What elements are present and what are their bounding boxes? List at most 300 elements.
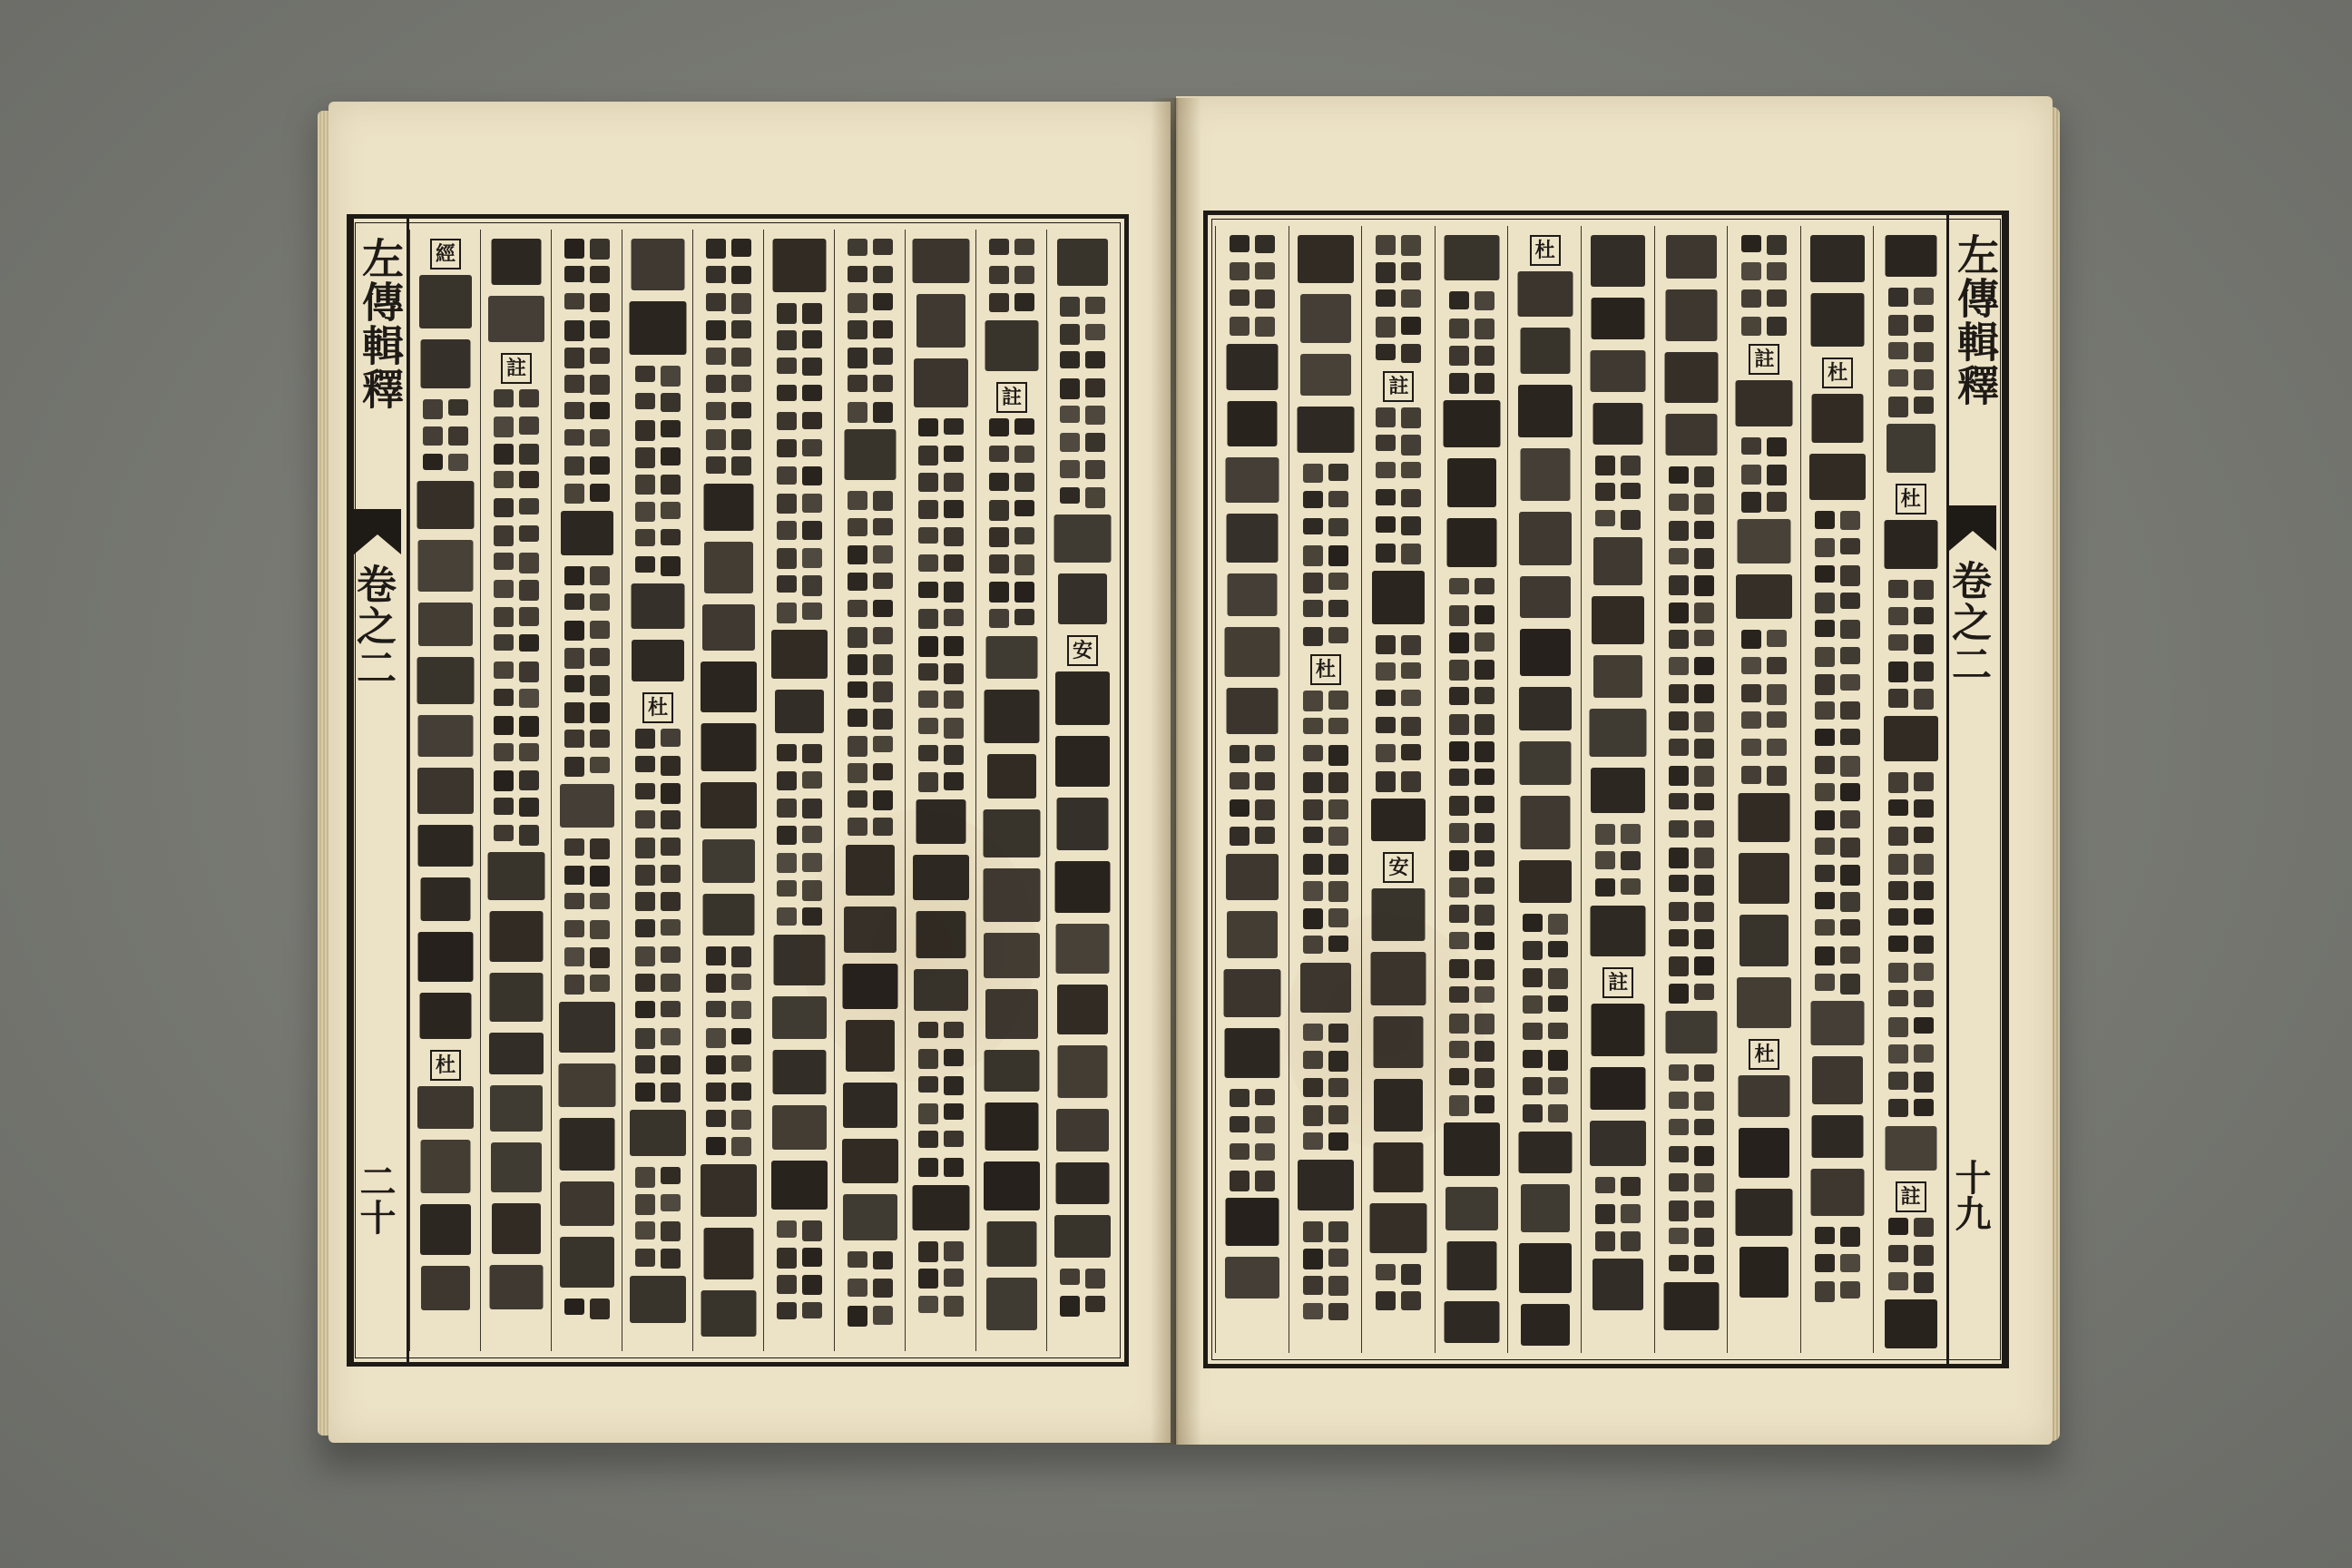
commentary-marker: 杜 (1822, 358, 1853, 388)
small-glyph (848, 239, 867, 256)
small-glyph (1694, 521, 1714, 539)
small-glyph (1741, 289, 1761, 308)
small-glyph (1694, 984, 1714, 1000)
text-glyph (1518, 1132, 1572, 1173)
small-glyph (777, 771, 797, 790)
small-glyph (1449, 291, 1469, 309)
small-glyph (777, 521, 797, 540)
small-glyph (1815, 565, 1835, 583)
small-glyph (1328, 600, 1348, 617)
commentary-marker: 安 (1067, 635, 1098, 666)
text-glyph (1592, 1004, 1645, 1056)
text-glyph (1447, 458, 1496, 507)
left-banxin (351, 219, 409, 1362)
text-glyph (561, 511, 613, 555)
text-glyph (1225, 1028, 1280, 1078)
text-column (1654, 226, 1729, 1353)
small-glyph (1303, 908, 1323, 929)
small-glyph (944, 554, 964, 572)
commentary-marker: 註 (1896, 1181, 1926, 1212)
text-glyph (987, 1221, 1037, 1267)
small-glyph (989, 609, 1009, 628)
small-glyph (1888, 369, 1908, 387)
small-glyph (519, 743, 539, 761)
small-glyph (944, 636, 964, 656)
small-glyph (1669, 548, 1689, 564)
small-glyph (635, 1028, 655, 1049)
small-glyph (944, 745, 964, 765)
small-glyph (1888, 881, 1908, 900)
small-glyph (564, 648, 584, 669)
small-glyph (1014, 293, 1034, 311)
small-glyph (1815, 1254, 1835, 1272)
small-glyph (873, 348, 893, 365)
small-glyph (848, 491, 867, 510)
small-glyph (1914, 662, 1934, 681)
small-glyph (706, 402, 726, 420)
text-glyph (1520, 328, 1570, 374)
small-glyph (564, 402, 584, 419)
small-glyph (1328, 881, 1348, 902)
small-glyph (1548, 968, 1568, 989)
text-glyph (630, 1276, 686, 1323)
text-glyph (418, 825, 474, 867)
small-glyph (661, 919, 681, 936)
small-glyph (1376, 462, 1396, 478)
left-juan-label: 卷之二 (349, 564, 396, 689)
text-glyph (1812, 1056, 1863, 1104)
small-glyph (1669, 1228, 1689, 1244)
small-glyph (802, 494, 822, 513)
small-glyph (661, 420, 681, 437)
small-glyph (731, 456, 751, 475)
small-glyph (1303, 1132, 1323, 1150)
small-glyph (661, 366, 681, 387)
small-glyph (706, 320, 726, 340)
small-glyph (1669, 575, 1689, 595)
small-glyph (564, 266, 584, 282)
small-glyph (1914, 936, 1934, 954)
small-glyph (777, 907, 797, 926)
small-glyph (1475, 1041, 1494, 1062)
small-glyph (1840, 919, 1860, 936)
text-glyph (1519, 860, 1572, 903)
text-glyph (1591, 235, 1645, 287)
small-glyph (1475, 823, 1494, 843)
small-glyph (1475, 1068, 1494, 1088)
small-glyph (423, 426, 443, 446)
text-glyph (1521, 1304, 1570, 1346)
small-glyph (1303, 881, 1323, 901)
text-glyph (492, 239, 542, 285)
text-glyph (632, 239, 685, 290)
small-glyph (1694, 929, 1714, 949)
small-glyph (1914, 369, 1934, 390)
small-glyph (1669, 793, 1689, 809)
text-glyph (1371, 799, 1426, 841)
small-glyph (873, 518, 893, 535)
small-glyph (1694, 820, 1714, 838)
small-glyph (1548, 914, 1568, 935)
text-glyph (772, 1105, 827, 1150)
small-glyph (590, 920, 610, 939)
small-glyph (944, 1158, 964, 1177)
text-glyph (1885, 1126, 1936, 1171)
commentary-marker: 經 (430, 239, 461, 270)
small-glyph (1669, 603, 1689, 623)
small-glyph (494, 444, 514, 465)
small-glyph (519, 525, 539, 542)
small-glyph (590, 320, 610, 338)
text-glyph (985, 320, 1039, 371)
small-glyph (1888, 288, 1908, 307)
small-glyph (1475, 291, 1494, 310)
small-glyph (494, 689, 514, 706)
small-glyph (1523, 941, 1543, 960)
small-glyph (848, 545, 867, 564)
small-glyph (1376, 544, 1396, 563)
small-glyph (918, 418, 938, 436)
text-glyph (632, 583, 685, 629)
text-glyph (1593, 537, 1642, 585)
text-glyph (421, 339, 471, 388)
small-glyph (1449, 605, 1469, 626)
text-glyph (843, 1083, 897, 1128)
text-column (1800, 226, 1875, 1353)
small-glyph (1255, 289, 1275, 309)
small-glyph (494, 525, 514, 546)
small-glyph (1376, 235, 1396, 255)
small-glyph (1621, 483, 1641, 499)
text-glyph (775, 690, 824, 733)
text-glyph (1739, 1075, 1790, 1117)
small-glyph (1815, 783, 1835, 801)
text-glyph (984, 933, 1040, 978)
small-glyph (777, 603, 797, 623)
small-glyph (873, 375, 893, 392)
small-glyph (1914, 854, 1934, 875)
small-glyph (1449, 578, 1469, 594)
small-glyph (1888, 1218, 1908, 1235)
text-column (1435, 226, 1509, 1353)
small-glyph (1840, 810, 1860, 828)
commentary-marker: 安 (1383, 852, 1414, 883)
small-glyph (1840, 674, 1860, 691)
small-glyph (1621, 851, 1641, 870)
small-glyph (1475, 578, 1494, 594)
small-glyph (635, 756, 655, 772)
small-glyph (944, 582, 964, 603)
small-glyph (1767, 492, 1787, 512)
small-glyph (1475, 660, 1494, 680)
text-glyph (421, 1266, 470, 1310)
small-glyph (802, 330, 822, 348)
text-glyph (1371, 952, 1426, 1005)
small-glyph (1230, 1089, 1250, 1107)
small-glyph (1767, 657, 1787, 674)
small-glyph (1621, 824, 1641, 844)
small-glyph (519, 607, 539, 626)
small-glyph (1840, 565, 1860, 586)
small-glyph (519, 662, 539, 682)
small-glyph (564, 757, 584, 777)
small-glyph (918, 772, 938, 792)
small-glyph (1888, 990, 1908, 1006)
small-glyph (873, 402, 893, 423)
small-glyph (1475, 1095, 1494, 1113)
small-glyph (918, 1269, 938, 1289)
small-glyph (635, 502, 655, 522)
text-glyph (1886, 424, 1936, 473)
small-glyph (1694, 766, 1714, 787)
small-glyph (1840, 538, 1860, 554)
small-glyph (1401, 407, 1421, 428)
small-glyph (590, 375, 610, 395)
small-glyph (1914, 397, 1934, 414)
text-glyph (1736, 380, 1793, 426)
small-glyph (1449, 823, 1469, 843)
small-glyph (1303, 573, 1323, 593)
small-glyph (1669, 739, 1689, 756)
small-glyph (1060, 433, 1080, 452)
small-glyph (777, 799, 797, 818)
small-glyph (944, 1049, 964, 1066)
small-glyph (1328, 799, 1348, 819)
text-glyph (916, 911, 966, 958)
small-glyph (1230, 1116, 1250, 1132)
small-glyph (777, 744, 797, 761)
small-glyph (944, 1296, 964, 1317)
small-glyph (918, 718, 938, 734)
small-glyph (564, 1298, 584, 1315)
text-glyph (1227, 688, 1279, 734)
text-glyph (1298, 1160, 1354, 1210)
small-glyph (918, 745, 938, 761)
text-glyph (1446, 1187, 1498, 1230)
small-glyph (1449, 959, 1469, 978)
small-glyph (1475, 605, 1494, 624)
small-glyph (1741, 711, 1761, 729)
small-glyph (1815, 810, 1835, 830)
text-glyph (842, 1139, 898, 1183)
small-glyph (1060, 351, 1080, 368)
small-glyph (564, 484, 584, 504)
text-glyph (702, 604, 755, 651)
text-glyph (418, 932, 474, 982)
text-glyph (1445, 235, 1500, 280)
text-glyph (419, 275, 472, 328)
text-glyph (1055, 736, 1110, 787)
small-glyph (989, 266, 1009, 284)
text-glyph (1055, 861, 1111, 913)
small-glyph (1401, 717, 1421, 736)
small-glyph (1669, 1119, 1689, 1135)
small-glyph (1475, 741, 1494, 762)
commentary-marker: 註 (1749, 344, 1779, 375)
text-glyph (1520, 796, 1570, 849)
small-glyph (944, 691, 964, 709)
small-glyph (1376, 1264, 1396, 1280)
text-glyph (1054, 514, 1112, 563)
small-glyph (590, 484, 610, 502)
small-glyph (1840, 783, 1860, 801)
small-glyph (1914, 881, 1934, 900)
small-glyph (944, 1022, 964, 1038)
commentary-marker: 杜 (430, 1050, 461, 1081)
small-glyph (1815, 1281, 1835, 1302)
text-glyph (846, 1020, 895, 1072)
small-glyph (1230, 262, 1250, 280)
text-glyph (1739, 1128, 1789, 1178)
text-glyph (420, 1204, 471, 1255)
small-glyph (989, 239, 1009, 255)
small-glyph (802, 1302, 822, 1318)
small-glyph (564, 320, 584, 341)
small-glyph (1376, 516, 1396, 533)
text-glyph (1663, 1282, 1719, 1330)
small-glyph (1449, 932, 1469, 949)
small-glyph (1449, 1095, 1469, 1116)
small-glyph (1449, 373, 1469, 394)
small-glyph (661, 783, 681, 804)
small-glyph (661, 1167, 681, 1184)
small-glyph (661, 1249, 681, 1269)
small-glyph (635, 946, 655, 966)
small-glyph (918, 1296, 938, 1313)
text-glyph (1593, 403, 1643, 445)
small-glyph (1840, 1227, 1860, 1247)
small-glyph (1767, 630, 1787, 647)
small-glyph (661, 556, 681, 576)
small-glyph (1401, 635, 1421, 655)
small-glyph (1694, 848, 1714, 868)
small-glyph (944, 1131, 964, 1147)
text-glyph (1520, 576, 1571, 618)
small-glyph (519, 580, 539, 601)
small-glyph (848, 266, 867, 282)
small-glyph (802, 1248, 822, 1267)
small-glyph (1475, 346, 1494, 366)
small-glyph (1741, 657, 1761, 674)
text-glyph (1227, 344, 1279, 390)
small-glyph (1328, 1024, 1348, 1043)
small-glyph (1085, 378, 1105, 397)
small-glyph (590, 266, 610, 283)
small-glyph (661, 475, 681, 495)
small-glyph (1230, 235, 1250, 252)
small-glyph (873, 573, 893, 589)
small-glyph (590, 566, 610, 585)
text-glyph (773, 1050, 827, 1094)
small-glyph (1303, 1249, 1323, 1269)
text-glyph (1057, 985, 1108, 1034)
small-glyph (1060, 1296, 1080, 1317)
small-glyph (873, 818, 893, 836)
text-glyph (418, 540, 474, 592)
small-glyph (635, 475, 655, 495)
text-column (1046, 230, 1118, 1351)
small-glyph (1888, 854, 1908, 875)
small-glyph (1475, 1014, 1494, 1034)
small-glyph (1401, 262, 1421, 280)
small-glyph (590, 893, 610, 909)
small-glyph (802, 771, 822, 789)
small-glyph (731, 375, 751, 392)
text-glyph (417, 481, 475, 529)
small-glyph (1328, 745, 1348, 766)
small-glyph (635, 865, 655, 886)
small-glyph (661, 810, 681, 829)
text-glyph (1591, 906, 1646, 956)
small-glyph (1669, 875, 1689, 892)
small-glyph (1376, 289, 1396, 307)
small-glyph (1595, 1204, 1615, 1224)
small-glyph (1401, 317, 1421, 335)
small-glyph (1376, 489, 1396, 505)
text-glyph (417, 1086, 474, 1129)
small-glyph (661, 974, 681, 992)
small-glyph (1060, 1269, 1080, 1285)
text-column (1873, 226, 1947, 1353)
small-glyph (1548, 941, 1568, 957)
text-glyph (701, 782, 757, 828)
text-glyph (1811, 293, 1865, 347)
text-glyph (986, 1278, 1037, 1330)
small-glyph (1694, 902, 1714, 922)
small-glyph (1376, 262, 1396, 283)
small-glyph (1694, 875, 1714, 896)
small-glyph (1475, 373, 1494, 394)
small-glyph (848, 1251, 867, 1268)
text-glyph (630, 301, 687, 355)
text-glyph (1374, 1079, 1423, 1132)
small-glyph (1815, 919, 1835, 936)
small-glyph (564, 429, 584, 446)
small-glyph (944, 1269, 964, 1287)
small-glyph (1888, 1072, 1908, 1090)
small-glyph (802, 907, 822, 926)
small-glyph (1328, 464, 1348, 481)
small-glyph (989, 500, 1009, 521)
small-glyph (706, 375, 726, 393)
small-glyph (564, 621, 584, 641)
small-glyph (635, 1001, 655, 1018)
text-glyph (704, 484, 754, 531)
small-glyph (564, 293, 584, 309)
small-glyph (1694, 739, 1714, 759)
small-glyph (1085, 487, 1105, 508)
small-glyph (1767, 465, 1787, 485)
small-glyph (1376, 344, 1396, 360)
small-glyph (944, 1103, 964, 1120)
small-glyph (1914, 1072, 1934, 1093)
small-glyph (1840, 647, 1860, 664)
small-glyph (918, 582, 938, 598)
small-glyph (564, 239, 584, 259)
small-glyph (1401, 462, 1421, 478)
text-glyph (1058, 573, 1107, 624)
small-glyph (1914, 342, 1934, 362)
small-glyph (1303, 1221, 1323, 1242)
small-glyph (1694, 1064, 1714, 1082)
small-glyph (1914, 1099, 1934, 1116)
small-glyph (1230, 317, 1250, 336)
small-glyph (1255, 317, 1275, 337)
small-glyph (1669, 1092, 1689, 1109)
small-glyph (848, 709, 867, 727)
small-glyph (1888, 397, 1908, 417)
small-glyph (848, 573, 867, 591)
